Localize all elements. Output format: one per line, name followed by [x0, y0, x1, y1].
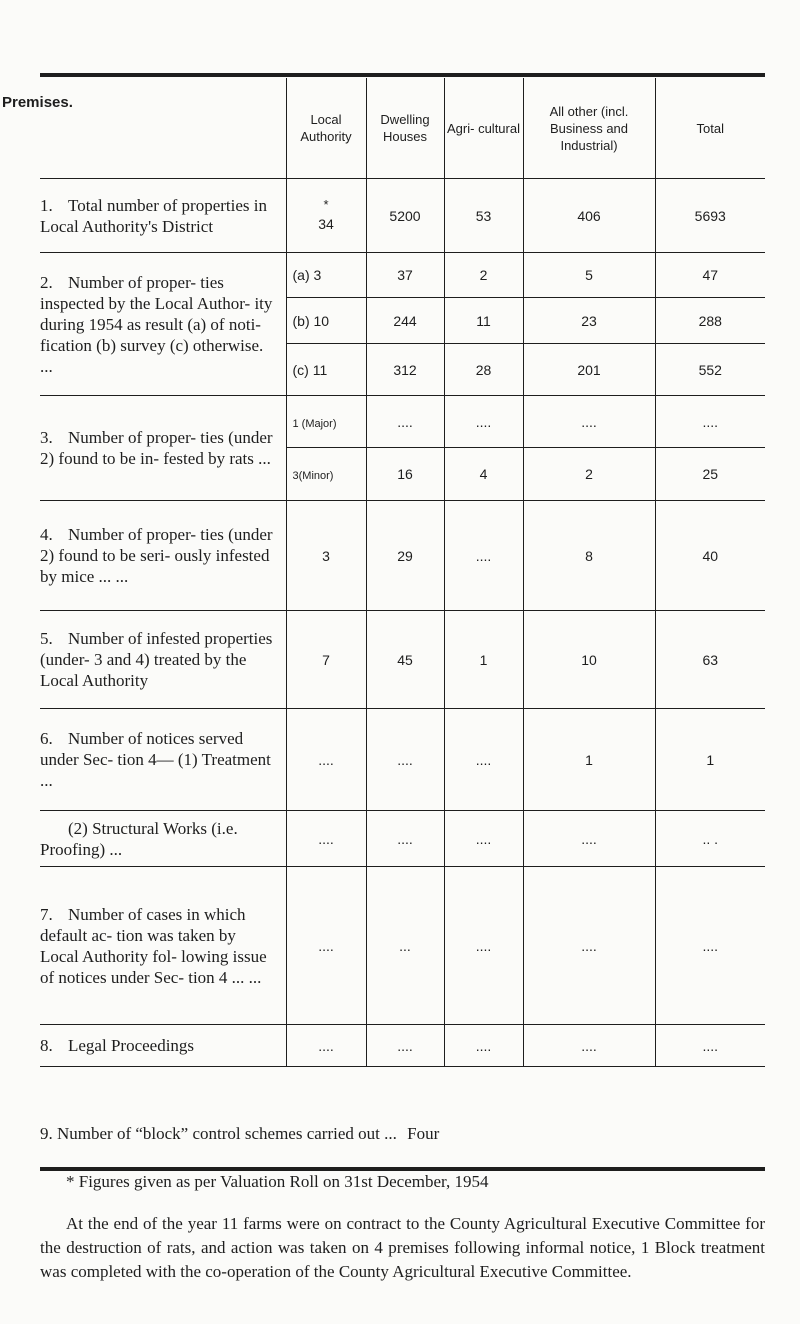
cell-local-authority: ....	[286, 811, 366, 867]
cell-local-authority: 3(Minor)	[286, 448, 366, 501]
table-row	[40, 811, 765, 867]
cell-agricultural: ....	[444, 1025, 523, 1067]
cell-local-authority: 1 (Major)	[286, 396, 366, 448]
cell-agricultural: 28	[444, 344, 523, 396]
row-label: 2. Number of proper- ties inspected by the Local Author- ity during 1954 as result (a) of noti- fication (b) survey (c) otherwise. ...	[40, 253, 286, 396]
cell-local-authority: (b) 10	[286, 298, 366, 344]
row-label: 8. Legal Proceedings	[40, 1025, 286, 1067]
col-all-other: All other (incl. Business and Industrial)	[523, 78, 655, 179]
cell-local-authority: ....	[286, 1025, 366, 1067]
col-dwelling-houses: Dwelling Houses	[366, 78, 444, 179]
cell-agricultural: ....	[444, 396, 523, 448]
table-row	[40, 611, 765, 709]
cell-agricultural: ....	[444, 867, 523, 1025]
cell-other: 2	[523, 448, 655, 501]
cell-agricultural: 4	[444, 448, 523, 501]
cell-other: ....	[523, 811, 655, 867]
cell-agricultural: 11	[444, 298, 523, 344]
premises-header	[2, 78, 286, 179]
cell-other: ....	[523, 396, 655, 448]
cell-agricultural: 1	[444, 611, 523, 709]
cell-total: 288	[655, 298, 765, 344]
cell-local-authority: (c) 11	[286, 344, 366, 396]
cell-dwelling: 37	[366, 253, 444, 298]
col-total: Total	[655, 78, 765, 179]
cell-total: 40	[655, 501, 765, 611]
rats-mice-table	[2, 78, 765, 1067]
cell-dwelling: 244	[366, 298, 444, 344]
cell-dwelling: 16	[366, 448, 444, 501]
header-row	[40, 78, 765, 179]
table-row	[40, 253, 765, 298]
cell-agricultural: 53	[444, 179, 523, 253]
premises-title: Premises.	[2, 94, 73, 111]
row-label: 7. Number of cases in which default ac- tion was taken by Local Authority fol- lowing issue of notices under Sec- tion 4 ... ...	[40, 867, 286, 1025]
row-label: 1. Total number of properties in Local Authority's District	[40, 179, 286, 253]
cell-local-authority: 3	[286, 501, 366, 611]
cell-local-authority: (a) 3	[286, 253, 366, 298]
cell-local-authority: * 34	[286, 179, 366, 253]
cell-local-authority: 7	[286, 611, 366, 709]
cell-other: 23	[523, 298, 655, 344]
table-row	[40, 396, 765, 448]
cell-dwelling: 312	[366, 344, 444, 396]
cell-other: 1	[523, 709, 655, 811]
cell-total: 552	[655, 344, 765, 396]
cell-other: ....	[523, 867, 655, 1025]
cell-total: 25	[655, 448, 765, 501]
cell-agricultural: 2	[444, 253, 523, 298]
cell-dwelling: 5200	[366, 179, 444, 253]
cell-dwelling: ....	[366, 1025, 444, 1067]
top-rule	[40, 73, 765, 77]
cell-local-authority: ....	[286, 867, 366, 1025]
cell-other: 10	[523, 611, 655, 709]
cell-total: ....	[655, 1025, 765, 1067]
cell-dwelling: 29	[366, 501, 444, 611]
cell-agricultural: ....	[444, 709, 523, 811]
cell-agricultural: ....	[444, 811, 523, 867]
table-row	[40, 867, 765, 1025]
cell-dwelling: ...	[366, 867, 444, 1025]
cell-dwelling: ....	[366, 709, 444, 811]
row-label: 5. Number of infested properties (under- 3 and 4) treated by the Local Authority	[40, 611, 286, 709]
col-agricultural: Agri- cultural	[444, 78, 523, 179]
row-label: 6. Number of notices served under Sec- tion 4— (1) Treatment ...	[40, 709, 286, 811]
cell-total: .. .	[655, 811, 765, 867]
cell-total: 1	[655, 709, 765, 811]
cell-total: 47	[655, 253, 765, 298]
table-row	[40, 709, 765, 811]
table-row	[40, 1025, 765, 1067]
cell-total: 5693	[655, 179, 765, 253]
table-row	[40, 179, 765, 253]
cell-other: 8	[523, 501, 655, 611]
cell-agricultural: ....	[444, 501, 523, 611]
cell-local-authority: ....	[286, 709, 366, 811]
cell-dwelling: 45	[366, 611, 444, 709]
cell-total: 63	[655, 611, 765, 709]
cell-total: ....	[655, 867, 765, 1025]
table-row	[40, 501, 765, 611]
cell-dwelling: ....	[366, 811, 444, 867]
cell-dwelling: ....	[366, 396, 444, 448]
block-control-value: Four	[407, 1124, 440, 1143]
closing-paragraph: At the end of the year 11 farms were on contract to the County Agricultural Executive Committee for the destruction of rats, and action was taken on 4 premises following informal notice, 1 Block treatment was completed with the co-operation of the County Agricultural Executive Committee.	[40, 1214, 765, 1281]
footnote: * Figures given as per Valuation Roll on 31st December, 1954	[66, 1172, 489, 1191]
row-label: 3. Number of proper- ties (under 2) found to be in- fested by rats ...	[40, 396, 286, 501]
block-control-line: 9. Number of “block” control schemes carried out ... Four	[40, 1124, 440, 1143]
cell-other: 406	[523, 179, 655, 253]
cell-other: 201	[523, 344, 655, 396]
asterisk-mark: *	[323, 196, 329, 212]
cell-other: ....	[523, 1025, 655, 1067]
row-label: 4. Number of proper- ties (under 2) found to be seri- ously infested by mice ... ...	[40, 501, 286, 611]
row-label: (2) Structural Works (i.e. Proofing) ...	[40, 811, 286, 867]
col-local-authority: Local Authority	[286, 78, 366, 179]
cell-other: 5	[523, 253, 655, 298]
cell-total: ....	[655, 396, 765, 448]
